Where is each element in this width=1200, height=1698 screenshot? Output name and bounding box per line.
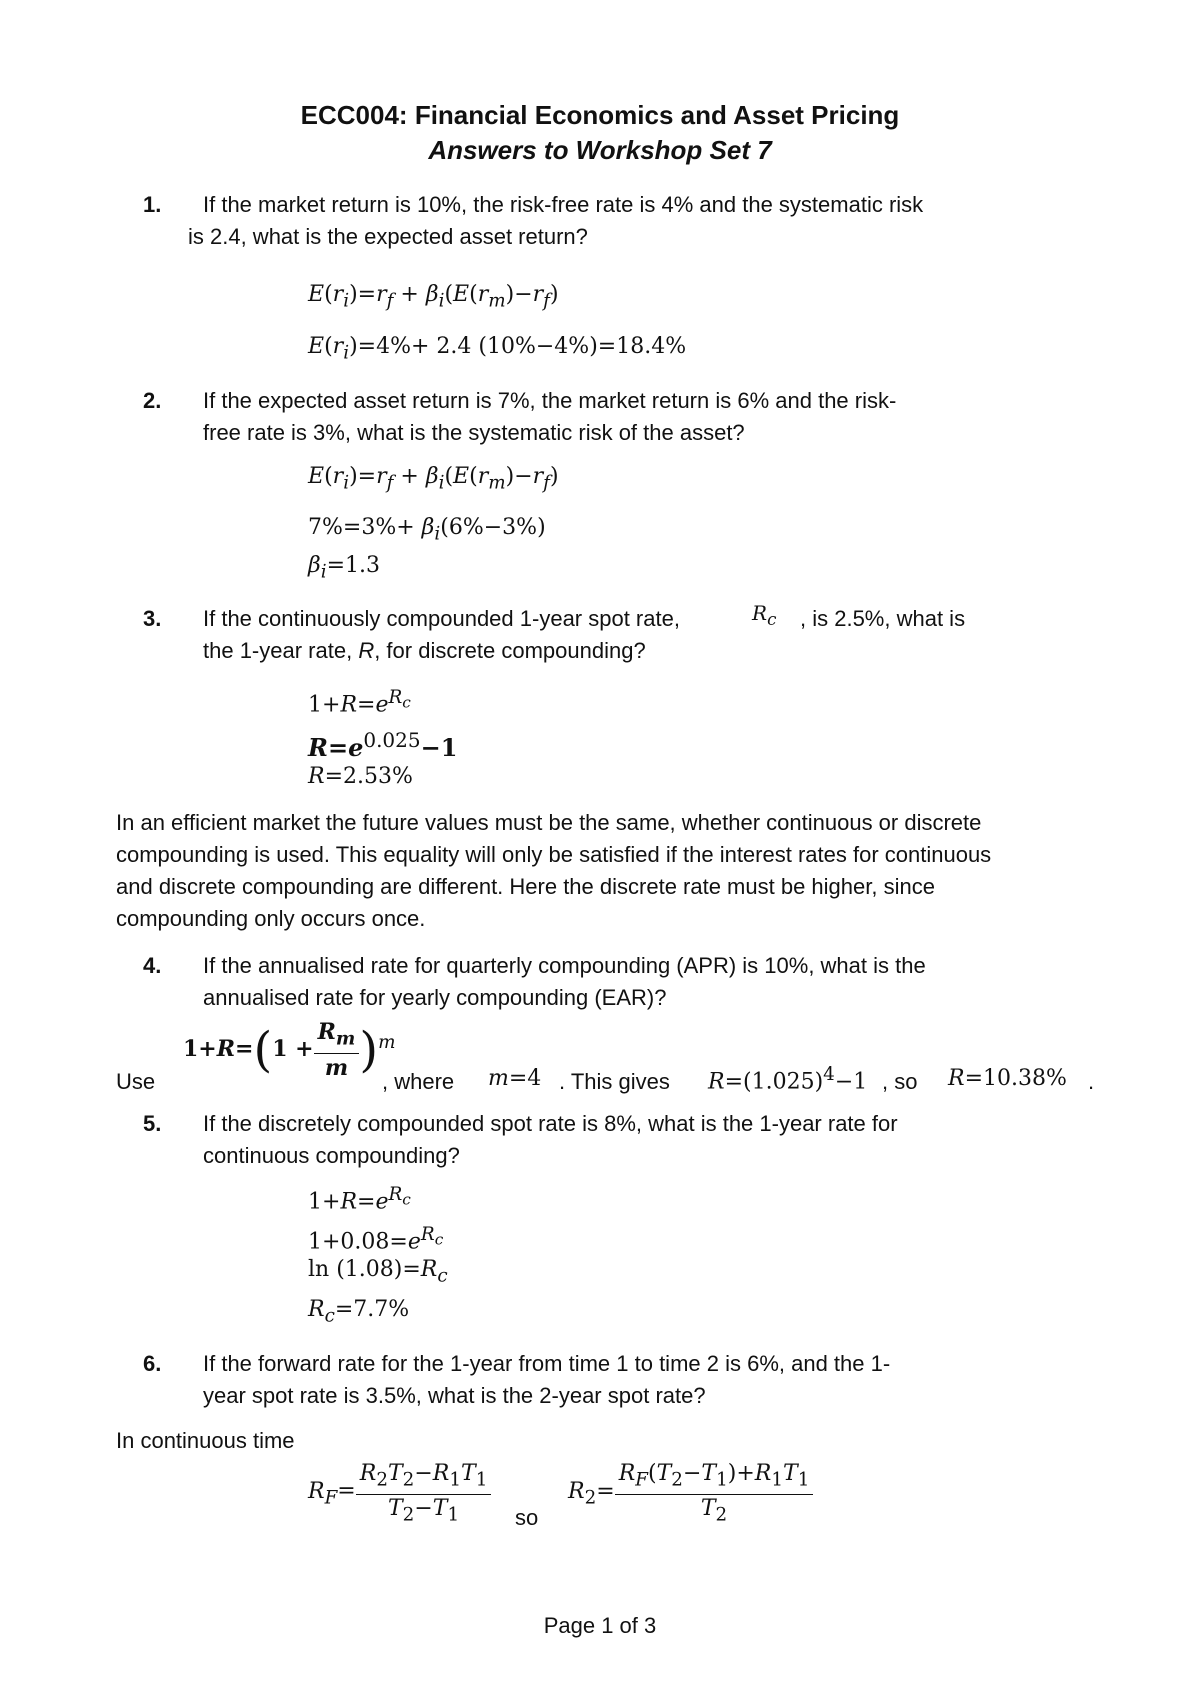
question-text: continuous compounding? xyxy=(203,1143,460,1168)
equation: $E(r_i)=4\%+ 2.4$ (10%−4%)=18.4% xyxy=(308,334,687,364)
m-equation: m=4 xyxy=(488,1066,542,1091)
equation: $1+R=e^{R_c}$ xyxy=(308,1184,411,1215)
question-text: If the expected asset return is 7%, the market return is 6% and the risk- xyxy=(203,388,897,413)
question-text: If the forward rate for the 1-year from time 1 to time 2 is 6%, and the 1- xyxy=(203,1351,891,1376)
result-equation: R=10.38% xyxy=(948,1066,1067,1091)
question-number: 5. xyxy=(143,1111,162,1136)
question-text: free rate is 3%, what is the systematic risk of the asset? xyxy=(203,420,745,445)
question-text: If the market return is 10%, the risk-free rate is 4% and the systematic risk xyxy=(203,192,924,217)
equation-ear: 1+R=(1 + $\frac{R_m}{m}$ )$^m$ xyxy=(183,1019,396,1082)
question-text: If the discretely compounded spot rate is 8%, what is the 1-year rate for xyxy=(203,1111,898,1136)
use-label: Use xyxy=(116,1069,156,1094)
so-label: , so xyxy=(882,1069,918,1094)
paragraph-line: and discrete compounding are different. Here the discrete rate must be higher, since xyxy=(116,874,935,899)
question-text: year spot rate is 3.5%, what is the 2-year spot rate? xyxy=(203,1383,706,1408)
gives-label: . This gives xyxy=(559,1069,670,1094)
question-number: 1. xyxy=(143,192,162,217)
equation: $E(r_i)=r_f + \beta_i(E(r_m)-r_f)$ xyxy=(308,464,559,494)
question-text: If the continuously compounded 1-year spot rate, xyxy=(203,606,680,631)
equation: $R_c=7.7\%$ xyxy=(308,1297,410,1327)
end-period: . xyxy=(1088,1069,1095,1094)
where-label: , where xyxy=(382,1069,455,1094)
r-equation: $R=(1.025)^4-1$ xyxy=(708,1064,868,1095)
symbol-rc: $R_c$ xyxy=(752,601,777,629)
question-text: If the annualised rate for quarterly compounding (APR) is 10%, what is the xyxy=(203,953,926,978)
paragraph-line: compounding only occurs once. xyxy=(116,906,426,931)
paragraph-line: compounding is used. This equality will only be satisfied if the interest rates for continuous xyxy=(116,842,992,867)
so-label: so xyxy=(515,1505,539,1530)
paragraph-line: In an efficient market the future values must be the same, whether continuous or discrete xyxy=(116,810,982,835)
equation: $E(r_i)=r_f + \beta_i(E(r_m)-r_f)$ xyxy=(308,282,559,312)
question-number: 3. xyxy=(143,606,162,631)
equation: $1+R=e^{R_c}$ xyxy=(308,687,411,718)
question-text: annualised rate for yearly compounding (EAR)? xyxy=(203,985,667,1010)
equation: $R=e^{0.025}-1$ xyxy=(308,728,458,762)
equation: R=2.53% xyxy=(308,764,413,789)
page-footer: Page 1 of 3 xyxy=(543,1613,657,1638)
equation: $\ln (1.08)=R_c$ xyxy=(308,1257,448,1287)
question-text: is 2.4, what is the expected asset return? xyxy=(188,224,588,249)
equation: $7\%=3\%+ \beta_i(6\%-3\%)$ xyxy=(308,515,546,545)
equation: $1+0.08=e^{R_c}$ xyxy=(308,1224,444,1255)
intro-text: In continuous time xyxy=(116,1428,295,1453)
document-subtitle: Answers to Workshop Set 7 xyxy=(428,135,772,165)
question-number: 4. xyxy=(143,953,162,978)
equation-forward-rate: $R_F=$ $\frac{R_2T_2-R_1T_1}{T_2-T_1}$ xyxy=(308,1460,491,1530)
question-number: 6. xyxy=(143,1351,162,1376)
equation: $\beta_i=1.3$ xyxy=(308,553,381,583)
document-title: ECC004: Financial Economics and Asset Pricing xyxy=(300,100,900,130)
question-text: the 1-year rate, R, for discrete compounding? xyxy=(203,638,646,663)
equation-spot-rate: $R_2=$ $\frac{R_F(T_2-T_1)+R_1T_1}{T_2}$ xyxy=(568,1460,813,1530)
question-number: 2. xyxy=(143,388,162,413)
question-text: , is 2.5%, what is xyxy=(800,606,966,631)
